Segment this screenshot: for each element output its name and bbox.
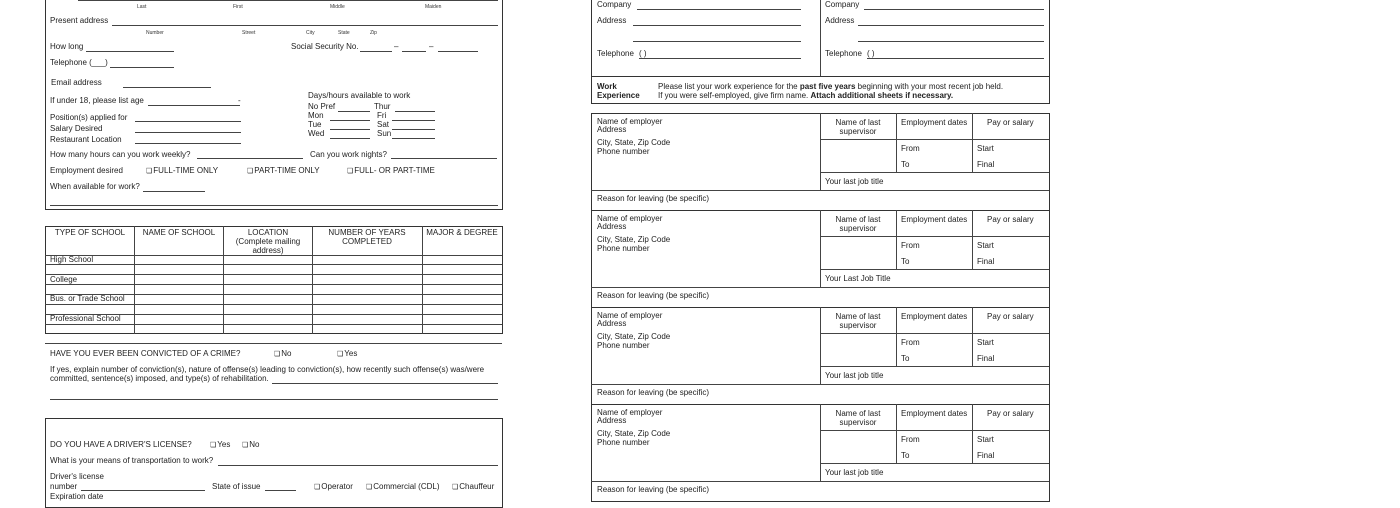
crime-explain-input-2[interactable] (50, 399, 498, 400)
ref1-address-line-2[interactable] (633, 41, 801, 42)
ref2-company-line[interactable] (864, 9, 1044, 10)
start-label: Start (977, 338, 994, 347)
emp-divider (820, 430, 1049, 431)
position-label: Position(s) applied for (50, 113, 128, 122)
emp-divider (591, 481, 1049, 482)
from-label: From (901, 338, 920, 347)
day-mon-line[interactable] (330, 120, 370, 121)
start-label: Start (977, 241, 994, 250)
emp-divider (896, 210, 897, 270)
final-label: Final (977, 257, 995, 266)
emp-divider (896, 404, 897, 464)
day-sat-line[interactable] (392, 129, 435, 130)
name-sublabel-first: First (233, 4, 243, 10)
state-issue-label: State of issue (212, 482, 261, 491)
nights-line[interactable] (391, 158, 497, 159)
crime-explain-line-2: committed, sentence(s) imposed, and type(s) of rehabilitation. (50, 374, 269, 383)
license-yes-checkbox[interactable]: ❏ Yes (210, 440, 230, 451)
to-label: To (901, 257, 910, 266)
ssn-label: Social Security No. (291, 42, 359, 51)
day-wed-label: Wed (308, 129, 325, 138)
how-long-label: How long (50, 42, 84, 51)
day-fri-label: Fri (377, 111, 387, 120)
operator-checkbox[interactable]: ❏ Operator (314, 482, 353, 493)
ref2-address-line-2[interactable] (858, 41, 1044, 42)
emp-divider (820, 463, 1049, 464)
edu-row-divider (45, 264, 502, 265)
supervisor-label: Name of last supervisor (835, 312, 881, 330)
ssn-line-3[interactable] (438, 51, 478, 52)
employment-dates-label: Employment dates (901, 215, 968, 224)
emp-divider (820, 236, 1049, 237)
ssn-dash-2: – (429, 42, 434, 51)
emp-divider (972, 307, 973, 367)
ref1-address-line[interactable] (633, 25, 801, 26)
pay-salary-label: Pay or salary (987, 118, 1034, 127)
emp-divider (820, 172, 1049, 173)
extra-line[interactable] (50, 205, 498, 206)
emp-divider (820, 404, 821, 481)
ref2-address-label: Address (825, 16, 855, 25)
emp-divider (820, 333, 1049, 334)
name-sublabel-middle: Middle (330, 4, 345, 10)
drivers-license-line[interactable] (81, 490, 205, 491)
final-label: Final (977, 354, 995, 363)
reason-leaving-label: Reason for leaving (be specific) (597, 388, 710, 397)
emp-divider (820, 366, 1049, 367)
ssn-line-1[interactable] (360, 51, 392, 52)
job-title-label: Your last job title (825, 468, 884, 477)
pay-salary-label: Pay or salary (987, 312, 1034, 321)
ref2-company-label: Company (825, 0, 860, 9)
final-label: Final (977, 160, 995, 169)
present-address-line[interactable] (112, 25, 498, 26)
when-available-label: When available for work? (50, 182, 140, 191)
under-18-line[interactable] (148, 105, 240, 106)
emp-divider (896, 113, 897, 173)
edu-row-trade-school: Bus. or Trade School (50, 294, 125, 303)
employer-name-label: Name of employer (597, 311, 663, 320)
instr2-part-a: If you were self-employed, give firm name. (658, 91, 811, 100)
how-long-line[interactable] (86, 51, 174, 52)
employment-desired-label: Employment desired (50, 166, 123, 175)
references-divider (820, 0, 821, 76)
address-sublabel-zip: Zip (370, 30, 377, 36)
transport-line[interactable] (218, 465, 498, 466)
emp-divider (591, 287, 1049, 288)
name-line[interactable] (78, 0, 498, 1)
expiration-label: Expiration date (50, 492, 104, 501)
edu-header-location: LOCATION (Complete mailing address) (235, 228, 301, 255)
day-mon-label: Mon (308, 111, 324, 120)
license-question: DO YOU HAVE A DRIVER'S LICENSE? (50, 440, 192, 449)
emp-divider (972, 113, 973, 173)
telephone-line[interactable] (110, 67, 174, 68)
to-label: To (901, 451, 910, 460)
work-experience-instructions-2 (658, 91, 953, 101)
start-label: Start (977, 144, 994, 153)
emp-divider (896, 307, 897, 367)
edu-col-divider (223, 226, 224, 334)
salary-line[interactable] (135, 132, 241, 133)
edu-row-professional-school: Professional School (50, 314, 121, 323)
restaurant-line[interactable] (135, 143, 241, 144)
edu-col-divider (312, 226, 313, 334)
crime-no-checkbox[interactable]: ❏ No (274, 349, 292, 360)
from-label: From (901, 435, 920, 444)
day-tue-label: Tue (308, 120, 322, 129)
from-label: From (901, 144, 920, 153)
full-time-only-checkbox[interactable]: ❏ FULL-TIME ONLY (146, 166, 218, 177)
employer-phone-label: Phone number (597, 244, 650, 253)
to-label: To (901, 160, 910, 169)
edu-header-name: NAME OF SCHOOL (142, 228, 216, 237)
address-sublabel-city: City (306, 30, 315, 36)
ref1-telephone-paren: ( ) (639, 49, 647, 58)
reason-leaving-label: Reason for leaving (be specific) (597, 291, 710, 300)
ssn-dash-1: – (394, 42, 399, 51)
day-wed-line[interactable] (330, 138, 370, 139)
day-sat-label: Sat (377, 120, 390, 129)
edu-row-divider (45, 324, 502, 325)
day-no-pref-line[interactable] (338, 111, 370, 112)
license-no-checkbox[interactable]: ❏ No (242, 440, 260, 451)
work-experience-title-2: Experience (597, 91, 640, 100)
email-line[interactable] (123, 87, 211, 88)
ssn-line-2[interactable] (402, 51, 426, 52)
day-sun-line[interactable] (392, 138, 435, 139)
job-title-label: Your last job title (825, 371, 884, 380)
email-label: Email address (51, 78, 102, 87)
commercial-cdl-checkbox[interactable]: ❏ Commercial (CDL) (366, 482, 440, 493)
crime-question: HAVE YOU EVER BEEN CONVICTED OF A CRIME? (50, 349, 241, 358)
edu-row-divider (45, 284, 502, 285)
employer-city-label: City, State, Zip Code (597, 429, 671, 438)
instr2-part-b: Attach additional sheets if necessary. (810, 91, 954, 100)
day-sun-label: Sun (377, 129, 392, 138)
full-or-part-time-checkbox[interactable]: ❏ FULL- OR PART-TIME (347, 166, 435, 177)
ref2-address-line[interactable] (858, 25, 1044, 26)
state-issue-line[interactable] (265, 490, 296, 491)
hours-weekly-label: How many hours can you work weekly? (50, 150, 191, 159)
present-address-label: Present address (50, 16, 109, 25)
edu-header-major: MAJOR & DEGREE (426, 228, 498, 237)
address-sublabel-number: Number (146, 30, 164, 36)
crime-yes-checkbox[interactable]: ❏ Yes (337, 349, 357, 360)
pay-salary-label: Pay or salary (987, 409, 1034, 418)
from-label: From (901, 241, 920, 250)
ref1-address-label: Address (597, 16, 627, 25)
emp-divider (591, 384, 1049, 385)
nights-label: Can you work nights? (310, 150, 387, 159)
chauffeur-checkbox[interactable]: ❏ Chauffeur (452, 482, 494, 493)
job-title-label: Your Last Job Title (825, 274, 891, 283)
employer-address-label: Address (597, 222, 627, 231)
address-sublabel-state: State (338, 30, 350, 36)
final-label: Final (977, 451, 995, 460)
crime-top-rule (45, 343, 502, 344)
position-line[interactable] (135, 121, 241, 122)
instr-part-b: past five years (799, 82, 856, 91)
supervisor-label: Name of last supervisor (835, 118, 881, 136)
ref1-telephone-line[interactable] (639, 58, 801, 59)
supervisor-label: Name of last supervisor (835, 215, 881, 233)
employer-phone-label: Phone number (597, 438, 650, 447)
day-tue-line[interactable] (330, 129, 370, 130)
employer-name-label: Name of employer (597, 408, 663, 417)
employer-phone-label: Phone number (597, 341, 650, 350)
when-available-line[interactable] (143, 191, 205, 192)
edu-col-divider (134, 226, 135, 334)
edu-row-divider (45, 274, 502, 275)
emp-divider (972, 210, 973, 270)
reason-leaving-label: Reason for leaving (be specific) (597, 485, 710, 494)
employer-name-label: Name of employer (597, 117, 663, 126)
reason-leaving-label: Reason for leaving (be specific) (597, 194, 710, 203)
emp-divider (820, 210, 821, 287)
hours-weekly-line[interactable] (197, 158, 303, 159)
employer-name-label: Name of employer (597, 214, 663, 223)
emp-divider (972, 404, 973, 464)
restaurant-label: Restaurant Location (50, 135, 122, 144)
under-18-label: If under 18, please list age (50, 96, 144, 105)
name-sublabel-maiden: Maiden (425, 4, 442, 10)
ref2-telephone-line[interactable] (867, 58, 1044, 59)
start-label: Start (977, 435, 994, 444)
employer-address-label: Address (597, 416, 627, 425)
work-experience-title-1: Work (597, 82, 617, 91)
employer-phone-label: Phone number (597, 147, 650, 156)
ref1-company-label: Company (597, 0, 632, 9)
days-available-header: Days/hours available to work (308, 91, 411, 100)
emp-divider (820, 139, 1049, 140)
edu-row-divider (45, 255, 502, 256)
supervisor-label: Name of last supervisor (835, 409, 881, 427)
day-no-pref-label: No Pref (308, 102, 336, 111)
under-18-dash: - (238, 96, 241, 105)
employer-city-label: City, State, Zip Code (597, 138, 671, 147)
instr-part-a: Please list your work experience for the (658, 82, 800, 91)
emp-divider (820, 307, 821, 384)
job-title-label: Your last job title (825, 177, 884, 186)
drivers-license-label-1: Driver's license (50, 472, 104, 481)
edu-col-divider (422, 226, 423, 334)
edu-header-years: NUMBER OF YEARS COMPLETED (328, 228, 406, 246)
employer-city-label: City, State, Zip Code (597, 332, 671, 341)
crime-explain-line-1: If yes, explain number of conviction(s), nature of offense(s) leading to conviction(s), how recently such offense(s) was/were (50, 365, 485, 374)
instr-part-c: beginning with your most recent job held. (855, 82, 1004, 91)
edu-header-type: TYPE OF SCHOOL (54, 228, 126, 237)
ref1-telephone-label: Telephone (597, 49, 634, 58)
drivers-license-label-2: number (50, 482, 78, 491)
salary-label: Salary Desired (50, 124, 103, 133)
emp-divider (820, 269, 1049, 270)
edu-row-high-school: High School (50, 255, 94, 264)
telephone-label: Telephone (___) (50, 58, 108, 67)
part-time-only-checkbox[interactable]: ❏ PART-TIME ONLY (247, 166, 320, 177)
employment-dates-label: Employment dates (901, 118, 968, 127)
emp-divider (591, 190, 1049, 191)
employer-address-label: Address (597, 125, 627, 134)
edu-row-divider (45, 304, 502, 305)
crime-explain-input-1[interactable] (272, 383, 498, 384)
name-sublabel-last: Last (137, 4, 147, 10)
ref2-telephone-label: Telephone (825, 49, 862, 58)
ref1-company-line[interactable] (637, 9, 801, 10)
employer-city-label: City, State, Zip Code (597, 235, 671, 244)
transport-label: What is your means of transportation to work? (50, 456, 214, 465)
employment-dates-label: Employment dates (901, 409, 968, 418)
to-label: To (901, 354, 910, 363)
address-sublabel-street: Street (242, 30, 256, 36)
emp-divider (820, 113, 821, 190)
employment-dates-label: Employment dates (901, 312, 968, 321)
day-thur-line[interactable] (395, 111, 435, 112)
day-thur-label: Thur (374, 102, 391, 111)
employer-address-label: Address (597, 319, 627, 328)
edu-row-college: College (50, 275, 78, 284)
day-fri-line[interactable] (392, 120, 435, 121)
pay-salary-label: Pay or salary (987, 215, 1034, 224)
ref2-telephone-paren: ( ) (867, 49, 875, 58)
